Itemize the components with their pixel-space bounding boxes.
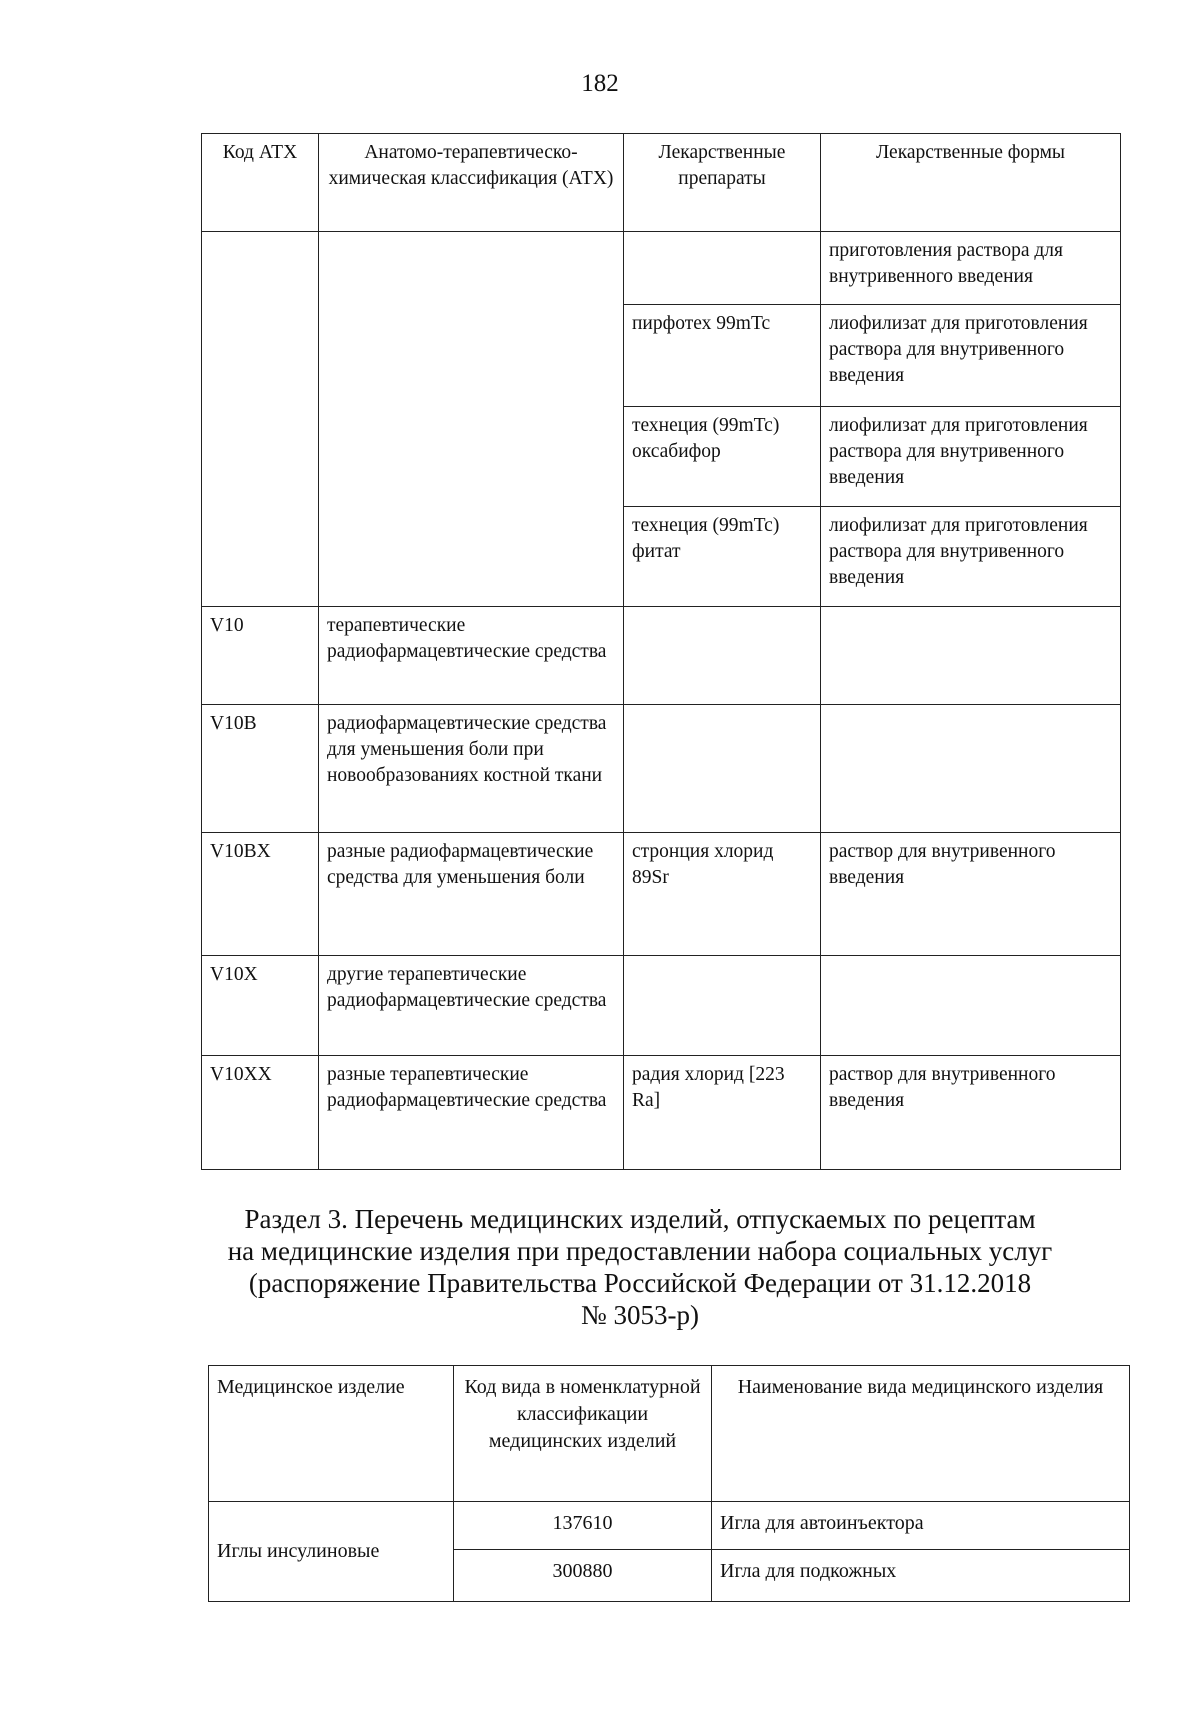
form-cell: раствор для внутривенного введения xyxy=(821,833,1121,956)
atx-code-cell: V10BX xyxy=(202,833,319,956)
atx-class-cell: разные радиофармацевтические средства для уменьшения боли xyxy=(319,833,624,956)
device-title-cell: Игла для подкожных xyxy=(712,1550,1130,1602)
table-row xyxy=(202,705,1121,833)
atx-code-cell: V10X xyxy=(202,956,319,1056)
device-name-cell: Иглы инсулиновые xyxy=(209,1502,454,1602)
drug-cell xyxy=(624,705,821,833)
atx-class-cell: разные терапевтические радиофармацевтические средства xyxy=(319,1056,624,1170)
atx-header-row xyxy=(202,134,1121,232)
drug-cell: радия хлорид [223 Ra] xyxy=(624,1056,821,1170)
atx-header-forms: Лекарственные формы xyxy=(821,134,1121,232)
med-header-row xyxy=(209,1366,1130,1502)
section-title-line: (распоряжение Правительства Российской Федерации от 31.12.2018 xyxy=(248,1268,1032,1298)
section-title-line: № 3053-р) xyxy=(581,1300,699,1330)
atx-header-code: Код АТХ xyxy=(202,134,319,232)
table-row xyxy=(202,1056,1121,1170)
table-row xyxy=(202,232,1121,305)
device-code-cell: 137610 xyxy=(454,1502,712,1550)
form-cell xyxy=(821,956,1121,1056)
atx-class-cell: радиофармацевтические средства для уменьшения боли при новообразованиях костной ткани xyxy=(319,705,624,833)
med-header-name: Медицинское изделие xyxy=(209,1366,454,1502)
medical-devices-table xyxy=(208,1365,1130,1602)
form-cell xyxy=(821,705,1121,833)
section-title-line: на медицинские изделия при предоставлении набора социальных услуг xyxy=(227,1236,1053,1266)
table-row xyxy=(202,607,1121,705)
atx-header-drugs: Лекарственные препараты xyxy=(624,134,821,232)
form-cell: лиофилизат для приготовления раствора для внутривенного введения xyxy=(821,305,1121,407)
atx-class-cell: другие терапевтические радиофармацевтические средства xyxy=(319,956,624,1056)
drug-cell: технеция (99mTc) оксабифор xyxy=(624,407,821,507)
drug-cell-empty xyxy=(624,232,821,305)
atx-code-cell-empty xyxy=(202,232,319,607)
form-cell xyxy=(821,607,1121,705)
atx-class-cell-empty xyxy=(319,232,624,607)
atx-header-classification: Анатомо-терапевтическо-химическая классификация (АТХ) xyxy=(319,134,624,232)
atx-code-cell: V10 xyxy=(202,607,319,705)
drug-cell xyxy=(624,956,821,1056)
atx-code-cell: V10XX xyxy=(202,1056,319,1170)
page-number: 182 xyxy=(581,70,619,97)
device-title-cell: Игла для автоинъектора xyxy=(712,1502,1130,1550)
drug-cell: стронция хлорид 89Sr xyxy=(624,833,821,956)
atx-class-cell: терапевтические радиофармацевтические средства xyxy=(319,607,624,705)
table-row xyxy=(202,833,1121,956)
drug-cell: пирфотех 99mTc xyxy=(624,305,821,407)
drug-cell: технеция (99mTc) фитат xyxy=(624,507,821,607)
med-header-title: Наименование вида медицинского изделия xyxy=(712,1366,1130,1502)
device-code-cell: 300880 xyxy=(454,1550,712,1602)
atx-code-cell: V10B xyxy=(202,705,319,833)
drug-cell xyxy=(624,607,821,705)
med-header-code: Код вида в номенклатурной классификации медицинских изделий xyxy=(454,1366,712,1502)
form-cell: лиофилизат для приготовления раствора для внутривенного введения xyxy=(821,407,1121,507)
section-title xyxy=(150,1203,1130,1331)
atx-table xyxy=(201,133,1121,1170)
table-row xyxy=(202,956,1121,1056)
form-cell: приготовления раствора для внутривенного введения xyxy=(821,232,1121,305)
form-cell: раствор для внутривенного введения xyxy=(821,1056,1121,1170)
form-cell: лиофилизат для приготовления раствора для внутривенного введения xyxy=(821,507,1121,607)
section-title-line: Раздел 3. Перечень медицинских изделий, отпускаемых по рецептам xyxy=(244,1204,1036,1234)
table-row xyxy=(209,1502,1130,1550)
